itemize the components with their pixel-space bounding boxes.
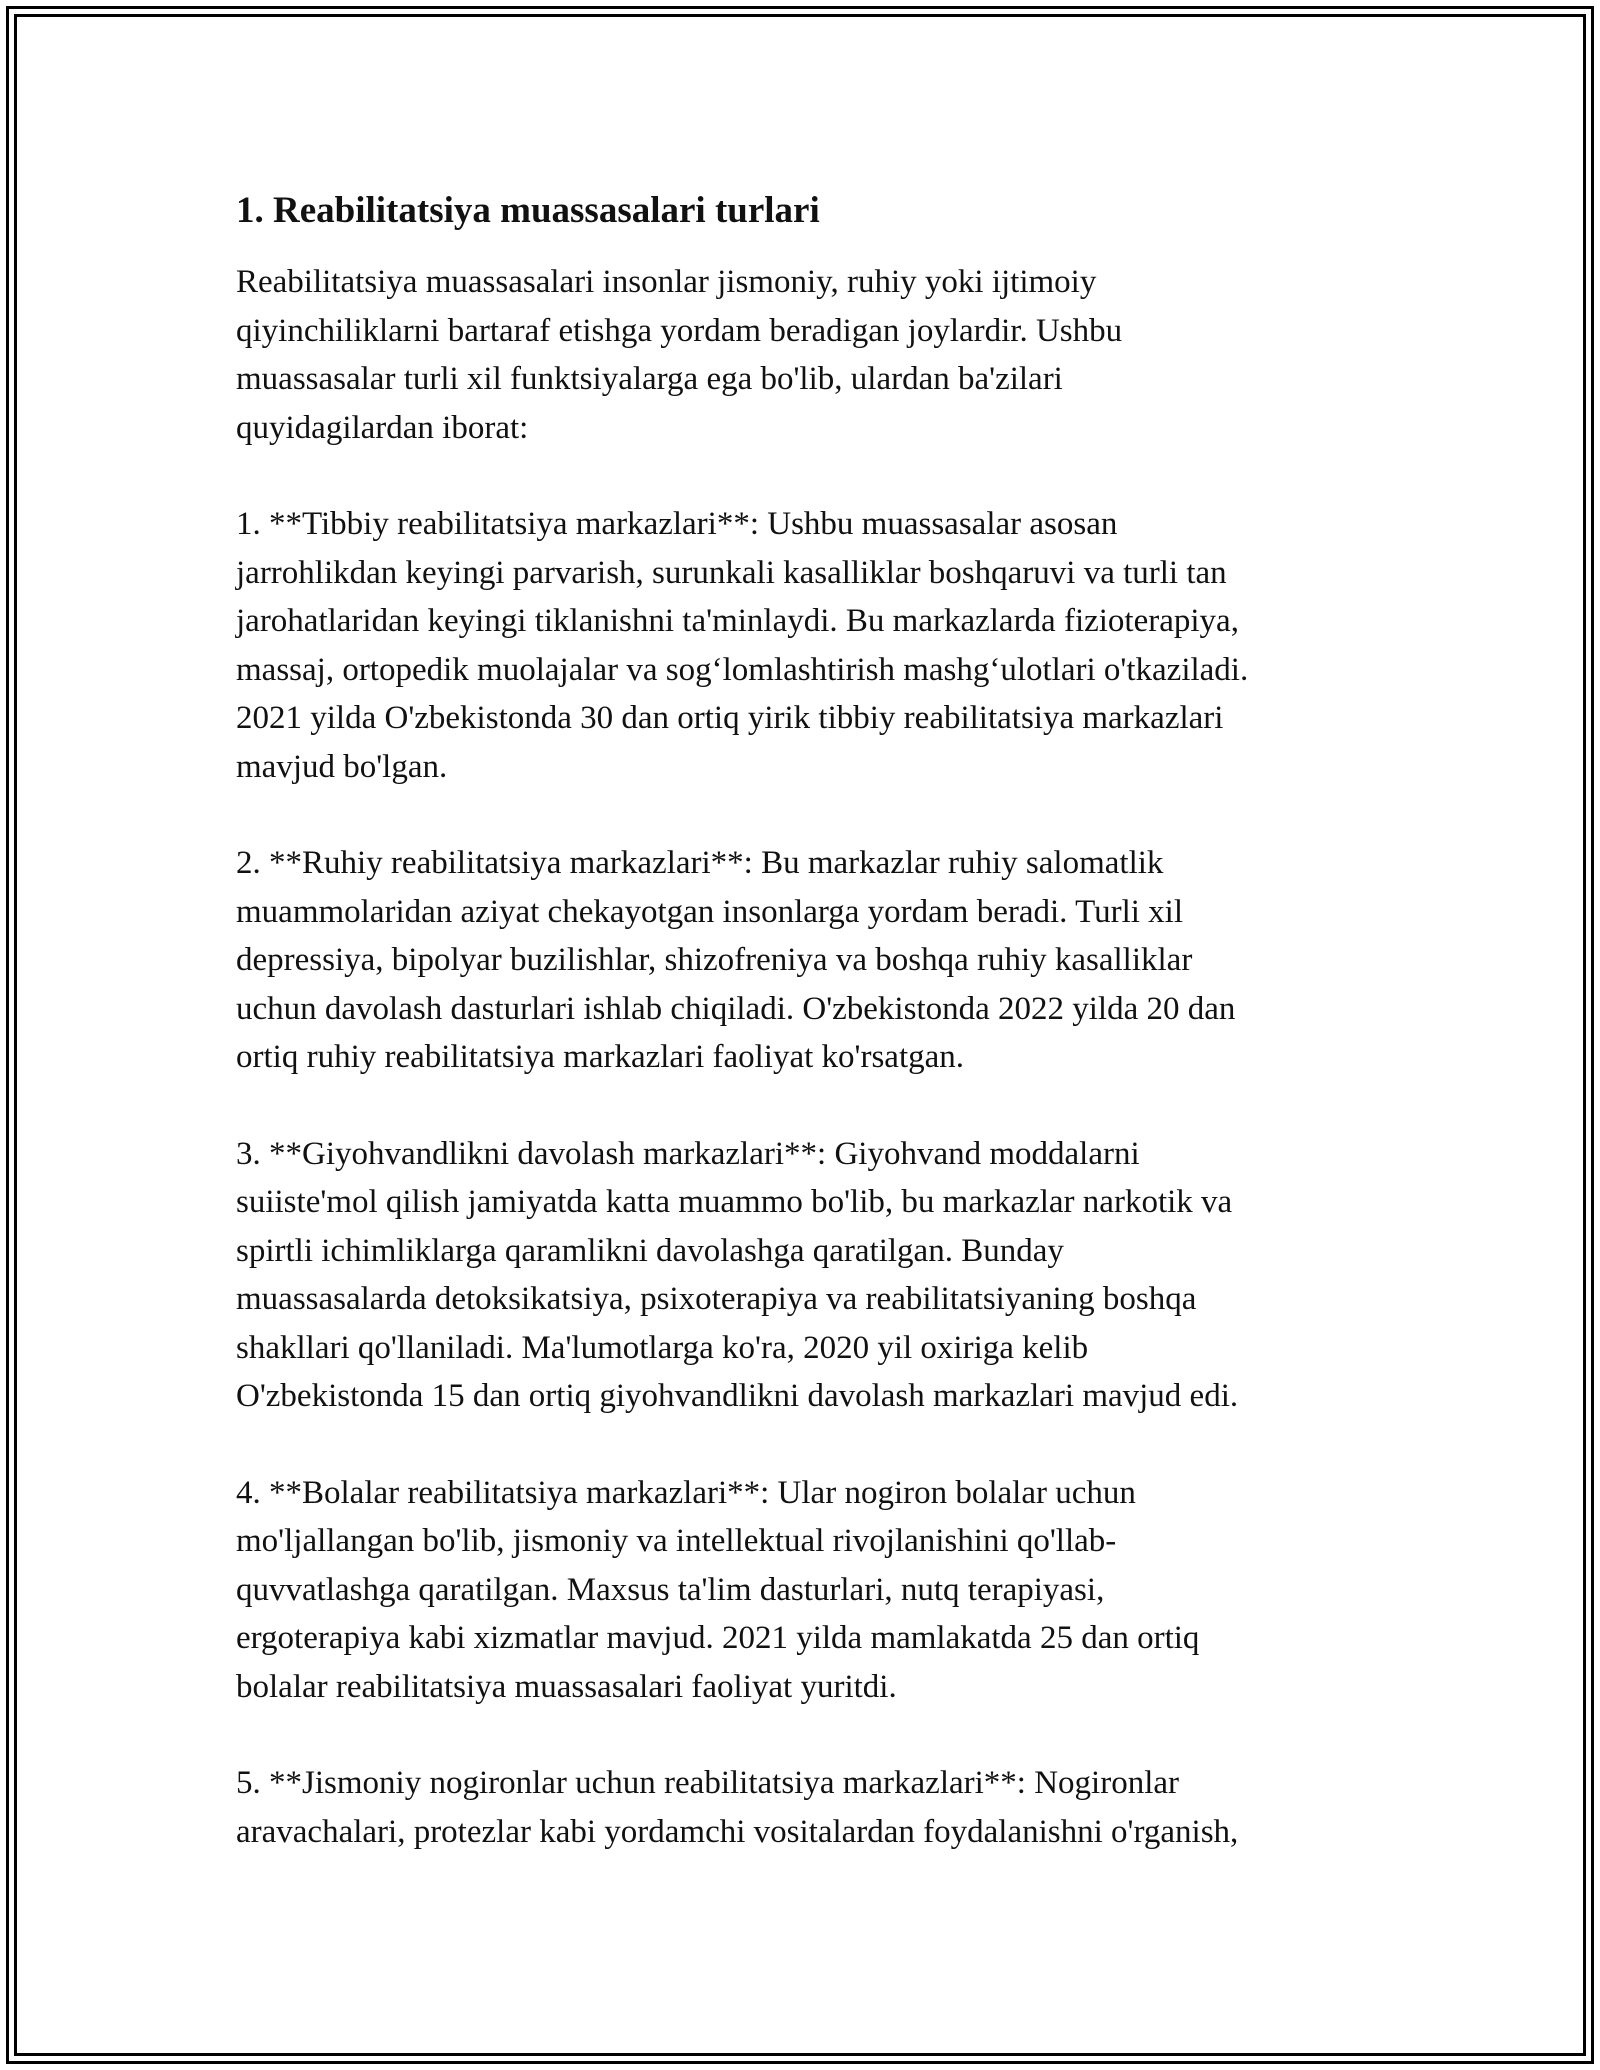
list-item-medical-centers: 1. **Tibbiy reabilitatsiya markazlari**: Ushbu muassasalar asosan jarrohlikdan keyingi parvarish, surunkali kasalliklar boshqaruvi va turli tan jarohatlaridan keyingi tiklanishni ta'minlaydi. Bu markazlarda fizioterapiya, massaj, ortopedik muolajalar va sog‘lomlashtirish mashg‘ulotlari o'tkaziladi. 2021 yilda O'zbekistonda 30 dan ortiq yirik tibbiy reabilitatsiya markazlari mavjud bo'lgan. xyxy=(236,506,1249,785)
list-item-children-centers: 4. **Bolalar reabilitatsiya markazlari**: Ular nogiron bolalar uchun mo'ljallangan bo'lib, jismoniy va intellektual rivojlanishini qo'llab- quvvatlashga qaratilgan. Maxsus ta'lim dasturlari, nutq terapiyasi, ergoterapiya kabi xizmatlar mavjud. 2021 yilda mamlakatda 25 dan ortiq bolalar reabilitatsiya muassasalari faoliyat yuritdi. xyxy=(236,1474,1200,1705)
document-body xyxy=(236,186,1376,1856)
list-item-physical-disability-centers: 5. **Jismoniy nogironlar uchun reabilitatsiya markazlari**: Nogironlar aravachalari, protezlar kabi yordamchi vositalardan foydalanishni o'rganish, xyxy=(236,1765,1239,1850)
list-item-addiction-centers: 3. **Giyohvandlikni davolash markazlari**: Giyohvand moddalarni suiiste'mol qilish jamiyatda katta muammo bo'lib, bu markazlar narkotik va spirtli ichimliklarga qaramlikni davolashga qaratilgan. Bunday muassasalarda detoksikatsiya, psixoterapiya va reabilitatsiyaning boshqa shakllari qo'llaniladi. Ma'lumotlarga ko'ra, 2020 yil oxiriga kelib O'zbekistonda 15 dan ortiq giyohvandlikni davolash markazlari mavjud edi. xyxy=(236,1135,1239,1414)
intro-paragraph: Reabilitatsiya muassasalari insonlar jismoniy, ruhiy yoki ijtimoiy qiyinchiliklarni bartaraf etishga yordam beradigan joylardir. Ushbu muassasalar turli xil funktsiyalarga ega bo'lib, ulardan ba'zilari quyidagilardan iborat: xyxy=(236,264,1123,446)
section-heading: 1. Reabilitatsiya muassasalari turlari xyxy=(236,190,820,231)
list-item-mental-centers: 2. **Ruhiy reabilitatsiya markazlari**: Bu markazlar ruhiy salomatlik muammolaridan aziyat chekayotgan insonlarga yordam beradi. Turli xil depressiya, bipolyar buzilishlar, shizofreniya va boshqa ruhiy kasalliklar uchun davolash dasturlari ishlab chiqiladi. O'zbekistonda 2022 yilda 20 dan ortiq ruhiy reabilitatsiya markazlari faoliyat ko'rsatgan. xyxy=(236,845,1236,1075)
